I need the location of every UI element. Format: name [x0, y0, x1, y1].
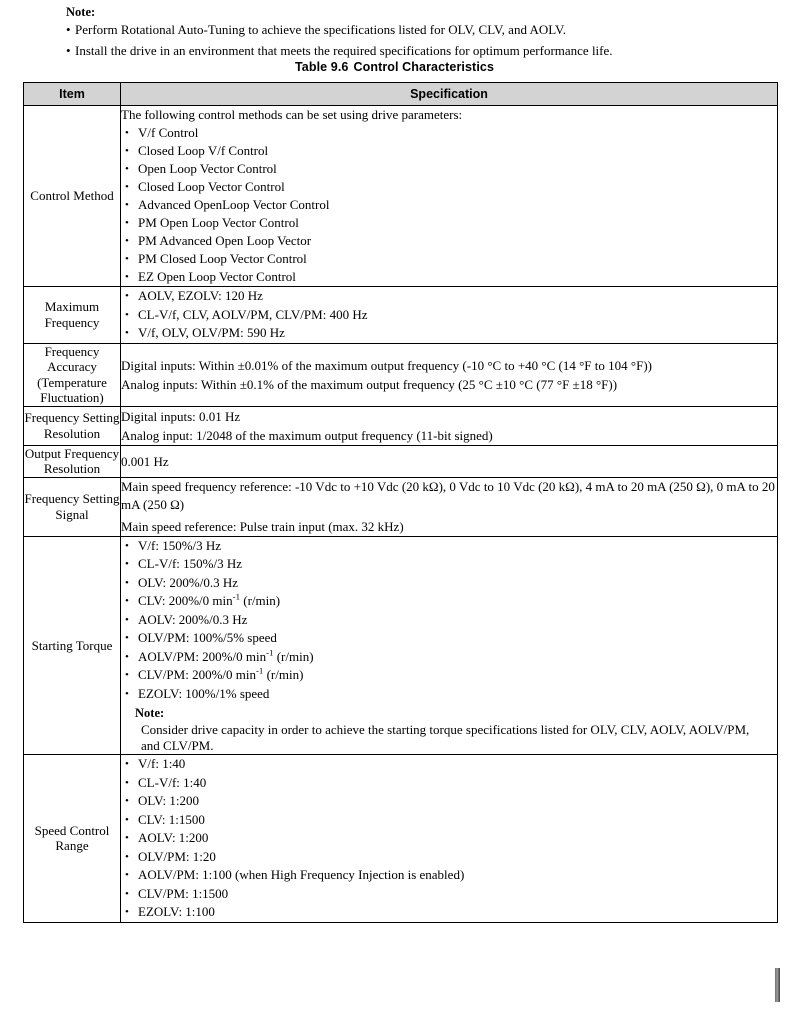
list-item-label: AOLV: 1:200 — [138, 830, 209, 845]
row-label-speed-control-range: Speed Control Range — [24, 755, 121, 923]
row-value-speed-control-range — [121, 755, 778, 923]
bullet-icon: • — [125, 687, 129, 700]
list-item — [121, 306, 777, 325]
row-label-frequency-accuracy: Frequency Accuracy (Temperature Fluctuation) — [24, 343, 121, 406]
list-item-suffix: (r/min) — [239, 593, 281, 608]
bullet-icon: • — [125, 217, 129, 229]
list-item-label: OLV: 200%/0.3 Hz — [138, 574, 239, 590]
row-value-frequency-setting-resolution — [121, 406, 778, 445]
list-item — [121, 214, 777, 232]
list-item — [121, 537, 777, 556]
table-caption — [0, 60, 789, 74]
control-characteristics-table — [23, 82, 778, 923]
list-item-label: OLV/PM: 100%/5% speed — [138, 630, 277, 645]
spec-line: Digital inputs: 0.01 Hz — [121, 408, 241, 424]
list-item — [121, 250, 777, 268]
page-edge-tab-marker — [775, 968, 780, 1002]
list-item-label: Advanced OpenLoop Vector Control — [138, 197, 330, 212]
list-item-label: AOLV/PM: 200%/0 min — [138, 648, 267, 664]
list-item-label: AOLV: 200%/0.3 Hz — [138, 611, 248, 627]
table-row — [24, 106, 778, 287]
bullet-icon: • — [125, 181, 129, 193]
list-item-label: PM Open Loop Vector Control — [138, 215, 299, 230]
control-method-list — [121, 124, 777, 286]
list-item-superscript: -1 — [255, 665, 264, 676]
list-item-label: V/f Control — [138, 125, 199, 140]
bullet-icon: • — [66, 43, 71, 58]
table-row — [24, 343, 778, 406]
table-row — [24, 287, 778, 344]
list-item — [121, 324, 777, 343]
bullet-icon: • — [125, 669, 129, 681]
bullet-icon: • — [125, 163, 129, 175]
list-item — [121, 648, 777, 667]
bullet-icon: • — [125, 795, 129, 807]
list-item-label: AOLV, EZOLV: 120 Hz — [138, 288, 263, 303]
row-label-starting-torque: Starting Torque — [24, 536, 121, 755]
table-row — [24, 445, 778, 477]
list-item-label: PM Closed Loop Vector Control — [138, 251, 307, 266]
list-item-superscript: -1 — [266, 647, 274, 658]
bullet-icon: • — [125, 576, 129, 589]
bullet-icon: • — [125, 127, 129, 139]
list-item-label: CLV: 1:1500 — [138, 811, 205, 827]
list-item — [121, 829, 777, 848]
list-item — [121, 629, 777, 648]
list-item — [121, 866, 777, 885]
row-value-frequency-setting-signal — [121, 477, 778, 536]
list-item-superscript: -1 — [232, 591, 240, 602]
list-item — [121, 555, 777, 574]
list-item — [121, 124, 777, 142]
list-item-label: CLV: 200%/0 min — [138, 593, 233, 608]
note-bullet-item — [66, 21, 766, 38]
list-item — [121, 574, 777, 593]
row-label-maximum-frequency: Maximum Frequency — [24, 287, 121, 344]
spec-line: Main speed frequency reference: -10 Vdc to +10 Vdc (20 kΩ), 0 Vdc to 10 Vdc (20 kΩ), 4 mA to 20 mA (250 Ω), 0 mA to 20 mA (250 Ω) — [121, 478, 775, 512]
bullet-icon: • — [125, 145, 129, 157]
row-value-output-frequency-resolution — [121, 445, 778, 477]
column-header-item: Item — [24, 83, 121, 106]
row-label-control-method: Control Method — [24, 106, 121, 287]
table-caption-title: Control Characteristics — [353, 60, 495, 74]
bullet-icon: • — [125, 199, 129, 211]
note-block — [66, 5, 766, 63]
list-item-label: CL-V/f, CLV, AOLV/PM, CLV/PM: 400 Hz — [138, 306, 368, 322]
speed-control-range-list — [121, 755, 777, 922]
list-item — [121, 268, 777, 286]
note-bullet-text: Install the drive in an environment that meets the required specifications for optimum performance life. — [75, 43, 613, 58]
list-item — [121, 178, 777, 196]
bullet-icon: • — [125, 850, 129, 863]
list-item — [121, 811, 777, 830]
list-item-label: EZ Open Loop Vector Control — [138, 269, 296, 284]
maximum-frequency-list — [121, 287, 777, 343]
list-item-label: EZOLV: 100%/1% speed — [138, 685, 270, 701]
bullet-icon: • — [66, 22, 71, 37]
list-item — [121, 160, 777, 178]
list-item — [121, 666, 777, 685]
note-bullet-item — [66, 42, 766, 59]
row-value-maximum-frequency — [121, 287, 778, 344]
bullet-icon: • — [125, 308, 129, 321]
list-item-label: Closed Loop V/f Control — [138, 143, 269, 158]
bullet-icon: • — [125, 271, 129, 283]
spec-line: Digital inputs: Within ±0.01% of the maximum output frequency (-10 °C to +40 °C (14 °F to 104 °F)) — [121, 357, 652, 373]
table-caption-number: Table 9.6 — [294, 60, 349, 74]
note-bullet-text: Perform Rotational Auto-Tuning to achieve the specifications listed for OLV, CLV, and AOLV. — [75, 22, 566, 37]
spec-line: Analog inputs: Within ±0.1% of the maximum output frequency (25 °C ±10 °C (77 °F ±18 °F)) — [121, 376, 618, 392]
sub-note-heading: Note: — [135, 706, 165, 720]
list-item — [121, 142, 777, 160]
list-item-label: V/f: 1:40 — [138, 756, 186, 771]
bullet-icon: • — [125, 595, 129, 607]
bullet-icon: • — [125, 327, 129, 339]
list-item-label: EZOLV: 1:100 — [138, 904, 215, 919]
bullet-icon: • — [125, 869, 129, 881]
starting-torque-note — [121, 705, 777, 754]
list-item-label: AOLV/PM: 1:100 (when High Frequency Injection is enabled) — [138, 867, 465, 882]
list-item — [121, 885, 777, 904]
list-item-label: CL-V/f: 150%/3 Hz — [138, 556, 242, 571]
list-item-suffix: (r/min) — [273, 648, 314, 664]
list-item-label: CL-V/f: 1:40 — [138, 774, 207, 790]
list-item — [121, 196, 777, 214]
list-item — [121, 611, 777, 630]
table-row — [24, 477, 778, 536]
spec-line: Main speed reference: Pulse train input (max. 32 kHz) — [121, 518, 404, 534]
list-item — [121, 792, 777, 811]
list-item — [121, 685, 777, 704]
list-item — [121, 287, 777, 306]
list-item-suffix: (r/min) — [263, 667, 304, 682]
bullet-icon: • — [125, 758, 129, 770]
table-row — [24, 406, 778, 445]
bullet-icon: • — [125, 832, 129, 844]
list-item — [121, 755, 777, 774]
list-item-label: PM Advanced Open Loop Vector — [138, 233, 312, 248]
control-method-intro: The following control methods can be set using drive parameters: — [121, 107, 463, 122]
list-item — [121, 774, 777, 793]
list-item-label: OLV/PM: 1:20 — [138, 848, 216, 864]
row-value-control-method — [121, 106, 778, 287]
row-label-output-frequency-resolution: Output Frequency Resolution — [24, 445, 120, 476]
bullet-icon: • — [125, 776, 129, 789]
bullet-icon: • — [125, 235, 129, 247]
list-item-label: CLV/PM: 200%/0 min — [138, 667, 256, 682]
bullet-icon: • — [125, 906, 129, 918]
note-heading: Note: — [66, 5, 96, 19]
starting-torque-list — [121, 537, 777, 704]
list-item-label: V/f, OLV, OLV/PM: 590 Hz — [138, 325, 285, 340]
sub-note-body: Consider drive capacity in order to achieve the starting torque specifications listed for OLV, CLV, AOLV, AOLV/PM, and CLV/PM. — [141, 722, 750, 753]
bullet-icon: • — [125, 650, 129, 663]
row-value-starting-torque — [121, 536, 778, 755]
list-item-label: OLV: 1:200 — [138, 793, 200, 808]
list-item-label: CLV/PM: 1:1500 — [138, 885, 229, 901]
table-header-row — [24, 83, 778, 106]
bullet-icon: • — [125, 613, 129, 626]
row-label-frequency-setting-resolution: Frequency Setting Resolution — [24, 406, 121, 445]
list-item-label: V/f: 150%/3 Hz — [138, 537, 222, 553]
list-item-label: Closed Loop Vector Control — [138, 179, 285, 194]
row-value-frequency-accuracy — [121, 343, 778, 406]
bullet-icon: • — [125, 290, 129, 302]
bullet-icon: • — [125, 539, 129, 552]
table-row — [24, 536, 778, 755]
column-header-specification: Specification — [121, 83, 778, 106]
spec-line: 0.001 Hz — [121, 453, 169, 469]
spec-line: Analog input: 1/2048 of the maximum output frequency (11-bit signed) — [121, 427, 493, 443]
bullet-icon: • — [125, 558, 129, 570]
list-item-label: Open Loop Vector Control — [138, 161, 277, 176]
bullet-icon: • — [125, 887, 129, 900]
list-item — [121, 232, 777, 250]
bullet-icon: • — [125, 632, 129, 644]
list-item — [121, 848, 777, 867]
list-item — [121, 592, 777, 611]
bullet-icon: • — [125, 253, 129, 265]
bullet-icon: • — [125, 813, 129, 826]
table-row — [24, 755, 778, 923]
row-label-frequency-setting-signal: Frequency Setting Signal — [24, 477, 121, 536]
list-item — [121, 903, 777, 922]
